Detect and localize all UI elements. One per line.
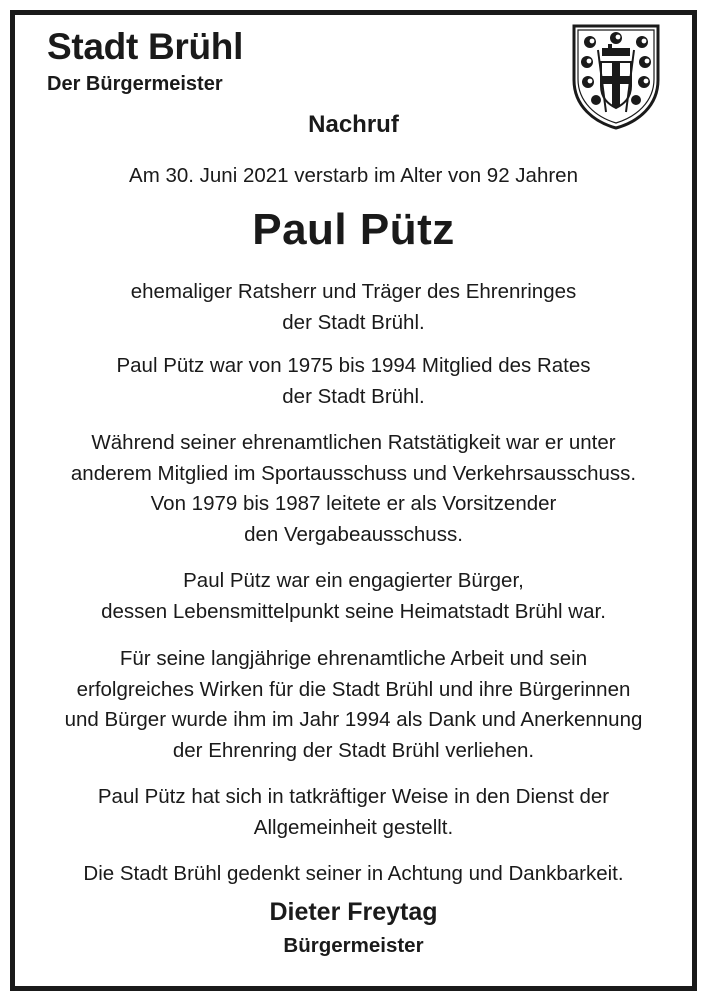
paragraph-line: erfolgreiches Wirken für die Stadt Brühl und ihre Bürgerinnen: [76, 677, 631, 701]
paragraph-line: Für seine langjährige ehrenamtliche Arbeit und sein: [119, 647, 588, 670]
paragraph-remembrance: [20, 859, 687, 890]
paragraph-line: Paul Pütz war ein engagierter Bürger,: [183, 569, 524, 592]
paragraph-service: [20, 782, 687, 843]
signer-name: Dieter Freytag: [269, 898, 438, 926]
signer-role: Bürgermeister: [283, 934, 424, 957]
paragraph-line: anderem Mitglied im Sportausschuss und Verkehrsausschuss.: [70, 461, 637, 485]
paragraph-council: [20, 351, 687, 412]
paragraph-line: der Stadt Brühl.: [282, 310, 425, 334]
paragraph-citizen: [20, 566, 687, 627]
notice-intro: Am 30. Juni 2021 verstarb im Alter von 92 Jahren: [129, 164, 578, 187]
paragraph-line: ehemaliger Ratsherr und Träger des Ehrenringes: [130, 280, 577, 303]
paragraph-committees: [20, 428, 687, 550]
paragraph-honors: [20, 277, 687, 338]
paragraph-line: der Stadt Brühl.: [282, 384, 425, 408]
paragraph-line: Während seiner ehrenamtlichen Ratstätigkeit war er unter: [91, 431, 616, 454]
office-title: Der Bürgermeister: [47, 73, 223, 95]
deceased-name: Paul Pütz: [252, 205, 455, 254]
notice-heading: Nachruf: [308, 111, 399, 138]
paragraph-line: und Bürger wurde ihm im Jahr 1994 als Dank und Anerkennung: [64, 708, 643, 731]
paragraph-ring: [20, 644, 687, 766]
paragraph-line: Paul Pütz hat sich in tatkräftiger Weise in den Dienst der: [97, 785, 610, 808]
paragraph-line: der Ehrenring der Stadt Brühl verliehen.: [172, 738, 535, 762]
paragraph-line: Die Stadt Brühl gedenkt seiner in Achtung und Dankbarkeit.: [83, 862, 624, 885]
paragraph-line: Von 1979 bis 1987 leitete er als Vorsitzender: [150, 492, 557, 515]
paragraph-line: Allgemeinheit gestellt.: [253, 815, 454, 839]
paragraph-line: den Vergabeausschuss.: [244, 522, 463, 546]
city-name: Stadt Brühl: [47, 26, 244, 67]
paragraph-line: Paul Pütz war von 1975 bis 1994 Mitglied des Rates: [116, 354, 591, 377]
paragraph-line: dessen Lebensmittelpunkt seine Heimatstadt Brühl war.: [101, 599, 606, 623]
